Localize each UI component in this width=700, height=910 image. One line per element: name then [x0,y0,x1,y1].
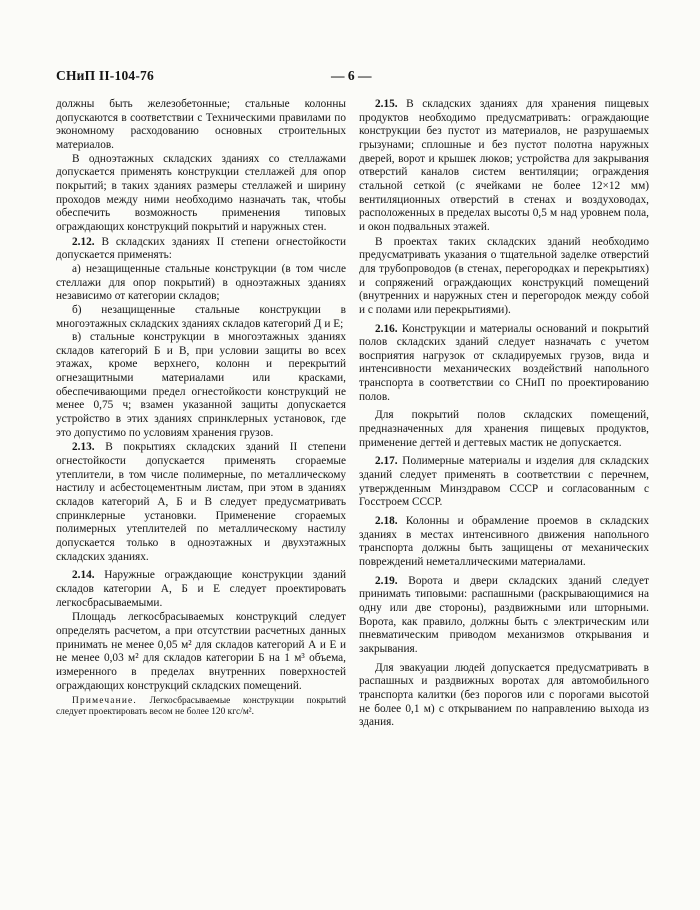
clause-text: Полимерные материалы и изделия для складских зданий следует применять в соответствии с перечнем, утвержденным Минздравом СССР и согласованным с Госстроем СССР. [359,455,649,509]
paragraph: Площадь легкосбрасываемых конструкций следует определять расчетом, а при отсутствии расчетных данных принимать не менее 0,05 м² для складов категорий А и Е и не менее 0,03 м² для складов категории Б на 1 м³ объема, измеренного в пределах внутренних поверхностей ограждающих конструкций складских помещений. [56,611,346,692]
page-number: — 6 — [331,68,372,83]
clause-2-19 [359,575,649,657]
list-item-b: б) незащищенные стальные конструкции в многоэтажных складских зданиях складов категорий Д и Е; [56,303,346,330]
paragraph: В одноэтажных складских зданиях со стеллажами допускается применять конструкции стеллажей для опор покрытий; в таких зданиях размеры стеллажей и ширину проходов между ними необходимо назначать так, чтобы обеспечить возможность применения типовых ограждающих конструкций покрытий и наружных стен. [56,152,346,233]
list-item-a: а) незащищенные стальные конструкции (в том числе стеллажи для опор покрытий) в одноэтажных зданиях независимо от категории складов; [56,262,346,303]
clause-2-13 [56,441,346,564]
note [56,696,346,718]
paragraph: Для покрытий полов складских помещений, предназначенных для хранения пищевых продуктов, применение дегтей и дегтевых мастик не допускается. [359,409,649,449]
clause-number: 2.19. [375,574,398,587]
document-code: СНиП II-104-76 [56,68,154,83]
clause-number: 2.17. [375,455,398,468]
paragraph: должны быть железобетонные; стальные колонны допускаются в соответствии с Техническими правилами по экономному расходованию основных строительных материалов. [56,98,346,151]
clause-number: 2.15. [375,98,398,110]
clause-text: В покрытиях складских зданий II степени огнестойкости допускается применять сгораемые утеплители, в том числе полимерные, по металлическому настилу и асбестоцементным листам, при этом в зданиях складов категорий А, Б и В следует предусматривать спринклерные установки. Применение сгораемых полимерных утеплителей по металлическому настилу допускается только в одноэтажных и двухэтажных складских зданиях. [56,441,346,563]
clause-2-18 [359,515,649,570]
left-column [56,98,346,720]
clause-number: 2.16. [375,322,398,335]
clause-number: 2.12. [72,235,95,248]
right-column [359,98,649,731]
clause-2-17 [359,455,649,510]
paragraph: В проектах таких складских зданий необходимо предусматривать указания о тщательной заделке отверстий для трубопроводов (в стенах, перегородках и перекрытиях) и сопряжений ограждающих конструкций помещений (внутренних и наружных стен и перегородок между собой и с полами или перекрытиями). [359,235,649,316]
paragraph: Для эвакуации людей допускается предусматривать в распашных и раздвижных воротах для автомобильного транспорта калитки (без порогов или с порогами высотой не более 0,1 м) с открыванием по направлению выхода из здания. [359,661,649,729]
list-item-v: в) стальные конструкции в многоэтажных зданиях складов категорий Б и В, при условии защиты во всех этажах, кроме верхнего, колонн и перекрытий огнезащитными материалами или красками, обеспечивающими предел огнестойкости конструкций не менее 0,75 ч; взамен указанной защиты допускается устройство в этих зданиях спринклерных установок, где это допустимо по условиям хранения грузов. [56,331,346,439]
clause-text: Конструкции и материалы оснований и покрытий полов складских зданий следует назначать с учетом восприятия нагрузок от складируемых грузов, вида и интенсивности механических воздействий напольного транспорта в соответствии со СНиП по проектированию полов. [359,322,649,403]
clause-text: Ворота и двери складских зданий следует принимать типовыми: распашными (раскрывающимися на одну или две стороны), раздвижными или шторными. Ворота, как правило, должны быть с электрическим или пневматическим приводом механизмов открывания и закрывания. [359,574,649,655]
clause-text: В складских зданиях II степени огнестойкости допускается применять: [56,235,346,262]
clause-text: В складских зданиях для хранения пищевых продуктов необходимо предусматривать: ограждающие конструкции без пустот из материалов, не разрушаемых грызунами; сплошные и без пустот полотна наружных дверей, ворот и крышек люков; устройства для закрывания отверстий каналов систем вентиляции; ограждения стальной сеткой (с ячейками не более 12×12 мм) вентиляционных отверстий в стенах и воздуховодах, расположенных в пределах высоты 0,5 м над уровнем пола, и окон подвальных этажей. [359,98,649,233]
clause-text: Наружные ограждающие конструкции зданий складов категории А, Б и Е следует проектировать легкосбрасываемыми. [56,569,346,609]
clause-2-16 [359,323,649,405]
clause-2-14 [56,569,346,610]
note-label: Примечание. [72,696,137,707]
clause-2-12 [56,236,346,263]
note-text: Легкосбрасываемые конструкции покрытий следует проектировать весом не более 120 кгс/м². [56,696,346,718]
clause-text: Колонны и обрамление проемов в складских зданиях в местах интенсивного движения напольного транспорта должны быть защищены от механических повреждений неметаллическими материалами. [359,515,649,568]
clause-number: 2.18. [375,515,398,528]
clause-number: 2.13. [72,441,95,454]
clause-2-15 [359,98,649,235]
clause-number: 2.14. [72,569,95,582]
